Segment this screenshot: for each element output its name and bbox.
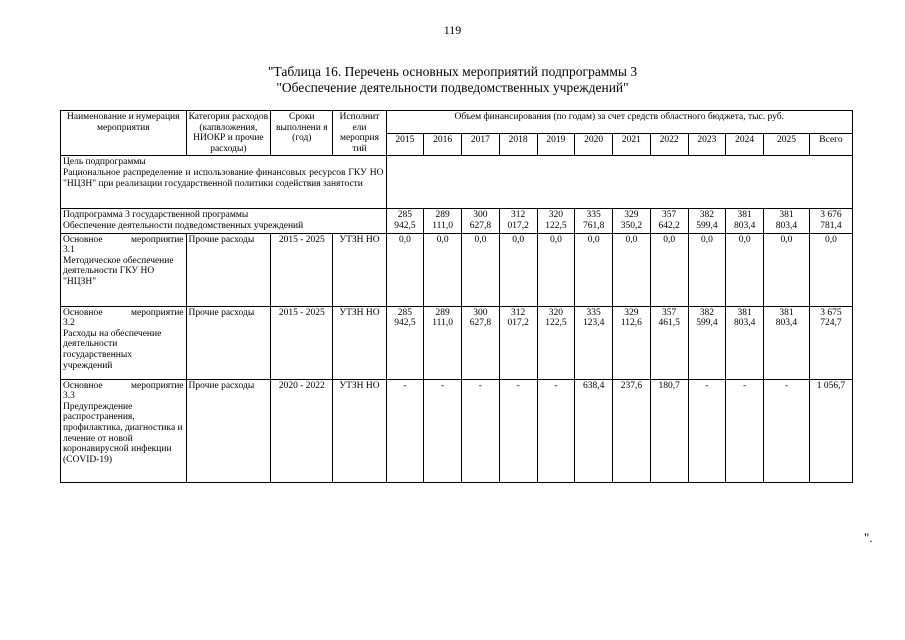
total-cell: 3 676 781,4: [809, 209, 852, 233]
value-cell: -: [764, 379, 810, 482]
value-cell: 0,0: [462, 233, 500, 306]
value-cell: 381 803,4: [764, 306, 810, 379]
goal-label: Цель подпрограммы: [63, 157, 146, 168]
value-cell: 180,7: [650, 379, 688, 482]
closing-quote-mark: ".: [864, 530, 873, 545]
subprogram-row: [61, 209, 853, 233]
activity-name: [61, 379, 187, 482]
goal-row: [61, 156, 853, 209]
value-cell: 381 803,4: [726, 209, 764, 233]
header-year: 2021: [613, 133, 651, 156]
activities-table: [60, 110, 853, 483]
header-category: Категория расходов (капвложения, НИОКР и прочие расходы): [186, 111, 271, 156]
total-cell: 1 056,7: [809, 379, 852, 482]
value-cell: -: [424, 379, 462, 482]
page-number: 119: [443, 23, 462, 37]
header-total: Всего: [809, 133, 852, 156]
value-cell: 0,0: [688, 233, 726, 306]
header-year: 2019: [537, 133, 575, 156]
executor-cell: УТЗН НО: [333, 379, 386, 482]
value-cell: 335 761,8: [575, 209, 613, 233]
value-cell: -: [537, 379, 575, 482]
category-cell: Прочие расходы: [186, 306, 271, 379]
value-cell: 320 122,5: [537, 209, 575, 233]
header-year: 2016: [424, 133, 462, 156]
period-cell: 2015 - 2025: [271, 306, 333, 379]
header-year: 2015: [386, 133, 424, 156]
header-year: 2022: [650, 133, 688, 156]
value-cell: 0,0: [613, 233, 651, 306]
subprogram-name: Подпрограмма 3 государственной программы Обеспечение деятельности подведомственных учреждений: [61, 209, 387, 233]
header-period: Сроки выполнени я (год): [271, 111, 333, 156]
total-cell: 3 675 724,7: [809, 306, 852, 379]
value-cell: 382 599,4: [688, 209, 726, 233]
value-cell: 320 122,5: [537, 306, 575, 379]
value-cell: 289 111,0: [424, 209, 462, 233]
activity-head: Основное мероприятие: [63, 307, 184, 318]
header-year: 2018: [499, 133, 537, 156]
goal-cell: [61, 156, 387, 209]
value-cell: -: [688, 379, 726, 482]
value-cell: -: [726, 379, 764, 482]
value-cell: 0,0: [575, 233, 613, 306]
value-cell: -: [386, 379, 424, 482]
header-row-1: [61, 111, 853, 134]
header-funding: Объем финансирования (по годам) за счет средств областного бюджета, тыс. руб.: [386, 111, 853, 134]
value-cell: -: [499, 379, 537, 482]
value-cell: 335 123,4: [575, 306, 613, 379]
value-cell: 329 112,6: [613, 306, 651, 379]
total-cell: 0,0: [809, 233, 852, 306]
value-cell: 0,0: [424, 233, 462, 306]
table-row: [61, 379, 853, 482]
activity-body: 3.2 Расходы на обеспечение деятельности государственных учреждений: [63, 318, 162, 371]
period-cell: 2015 - 2025: [271, 233, 333, 306]
period-cell: 2020 - 2022: [271, 379, 333, 482]
activity-name: [61, 233, 187, 306]
title-line-1: "Таблица 16. Перечень основных мероприятий подпрограммы 3: [267, 64, 638, 79]
table-row: [61, 233, 853, 306]
header-year: 2025: [764, 133, 810, 156]
value-cell: 285 942,5: [386, 306, 424, 379]
value-cell: 329 350,2: [613, 209, 651, 233]
header-year: 2023: [688, 133, 726, 156]
category-cell: Прочие расходы: [186, 233, 271, 306]
executor-cell: УТЗН НО: [333, 306, 386, 379]
activity-head: Основное мероприятие: [63, 380, 184, 391]
value-cell: 300 627,8: [462, 306, 500, 379]
header-year: 2024: [726, 133, 764, 156]
value-cell: 638,4: [575, 379, 613, 482]
value-cell: 382 599,4: [688, 306, 726, 379]
goal-empty: [386, 156, 853, 209]
value-cell: 289 111,0: [424, 306, 462, 379]
title-line-2: "Обеспечение деятельности подведомственных учреждений": [276, 80, 629, 95]
value-cell: 357 642,2: [650, 209, 688, 233]
value-cell: 357 461,5: [650, 306, 688, 379]
table-title: [0, 64, 905, 96]
value-cell: 312 017,2: [499, 209, 537, 233]
category-cell: Прочие расходы: [186, 379, 271, 482]
header-executor: Исполнит ели мероприя тий: [333, 111, 386, 156]
value-cell: 381 803,4: [764, 209, 810, 233]
value-cell: 0,0: [537, 233, 575, 306]
value-cell: 0,0: [764, 233, 810, 306]
activity-body: 3.1 Методическое обеспечение деятельности ГКУ НО "НЦЗН": [63, 245, 174, 287]
executor-cell: УТЗН НО: [333, 233, 386, 306]
value-cell: 0,0: [726, 233, 764, 306]
table-row: [61, 306, 853, 379]
value-cell: 0,0: [499, 233, 537, 306]
value-cell: 0,0: [650, 233, 688, 306]
value-cell: 381 803,4: [726, 306, 764, 379]
activity-head: Основное мероприятие: [63, 234, 184, 245]
value-cell: -: [462, 379, 500, 482]
value-cell: 0,0: [386, 233, 424, 306]
value-cell: 300 627,8: [462, 209, 500, 233]
activity-body: 3.3 Предупреждение распространения, профилактика, диагностика и лечение от новой коронавирусной инфекции (COVID-19): [63, 391, 183, 465]
value-cell: 237,6: [613, 379, 651, 482]
value-cell: 312 017,2: [499, 306, 537, 379]
header-year: 2017: [462, 133, 500, 156]
header-year: 2020: [575, 133, 613, 156]
goal-text: Рациональное распределение и использование финансовых ресурсов ГКУ НО "НЦЗН" при реализации государственной политики содействия занятости: [63, 167, 384, 189]
header-name: Наименование и нумерация мероприятия: [61, 111, 187, 156]
value-cell: 285 942,5: [386, 209, 424, 233]
activity-name: [61, 306, 187, 379]
